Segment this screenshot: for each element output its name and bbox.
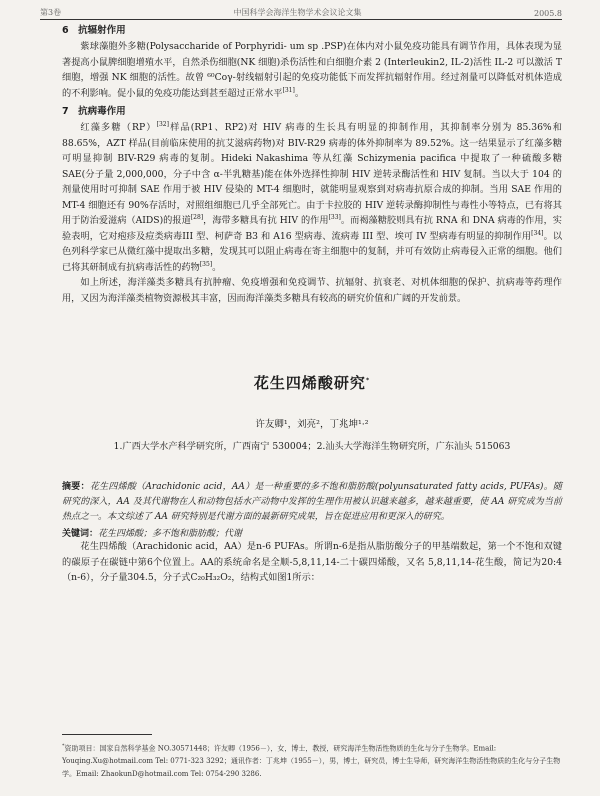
keywords-text: 花生四烯酸；多不饱和脂肪酸；代谢	[98, 529, 243, 539]
introduction-paragraph: 花生四烯酸（Arachidonic acid，AA）是n-6 PUFAs。所谓n-6是指从脂肪酸分子的甲基端数起，第一个不饱和双键的碳原子在碳链中第6个位置上。AA的系统命名是全顺-5,8,11,14-二十碳四烯酸，又名 5,8,11,14-花生酸，简记为20:4（n-6），分子量304.5，分子式C₂₀H₃₂O₂，结构式如图1所示：	[62, 541, 562, 583]
section-7-text-end: 。	[212, 261, 222, 273]
citation-35: [35]	[199, 260, 213, 268]
header-left: 第3卷	[40, 8, 62, 17]
keywords	[62, 526, 562, 539]
section-7-paragraph-1	[62, 120, 562, 275]
abstract-label: 摘要：	[62, 482, 90, 492]
section-7-text-e: 。以色列科学家已从微红藻中提取出多糖，发现其可以阻止病毒在寄主细胞中的复制，并可有效防止病毒侵入正常的细胞。他们已将其研制成有抗病毒活性的药物	[62, 230, 563, 273]
footnote-divider	[62, 734, 152, 735]
title-footnote-mark: *	[365, 377, 371, 384]
footnote-text: 资助项目：国家自然科学基金 NO.30571448；许友卿（1956－），女，博士，教授，研究海洋生物活性物质的生化与分子生物学。Email: Youqing.Xu@hotmail.com Tel: 0771-323 3292；通讯作者：丁兆坤（1955－），男，博士，研究员，博士生导师，研究海洋生物活性物质的生化与分子生物学。Email: ZhaokunD@hotmail.com Tel: 0754-290 3286.	[62, 744, 561, 779]
section-7-text-b: 样品(RP1、RP2)对 HIV 病毒的生长具有明显的抑制作用，其抑制率分别为 85.36%和 88.65%，AZT 样品(目前临床使用的抗艾滋病药物)对 BIV-R29 病毒的体外抑制率为 89.52%。这一结果显示了红藻多糖可明显抑制 BIV-R29 病毒的复制。Hideki Nakashima 等从红藻 Schizymenia pacifica 中提取了一种硫酸多糖 SAE(分子量 2,000,000，分子中含 α-半乳糖基)能在体外选择性抑制 HIV 逆转录酶活性和 HIV 复制。当以大于 104 的剂量使用时可抑制 SAE 作用于被 HIV 侵染的 MT-4 细胞时，就能明显观察到对病毒抗原合成的抑制。当用 SAE 作用的 MT-4 细胞还有 90%存活时，对照组细胞已几乎全部死亡。由于卡拉胶的 HIV 逆转录酶抑制性与毒性小等特点，已有将其用于防治爱滋病（AIDS)的报道	[62, 122, 562, 226]
article-affiliation: 1.广西大学水产科学研究所，广西南宁 530004；2.汕头大学海洋生物研究所，广东汕头 515063	[113, 441, 511, 452]
section-6-heading: 6 抗辐射作用	[62, 25, 126, 36]
section-7-paragraph-2: 如上所述，海洋藻类多糖具有抗肿瘤、免疫增强和免疫调节、抗辐射、抗衰老、对机体细胞的保护、抗病毒等药理作用，又因为海洋藻类植物资源极其丰富，因而海洋藻类多糖具有较高的研究价值和广阔的开发前景。	[62, 277, 562, 304]
section-7-text-d: 。而褐藻糖胶则具有抗 RNA 和 DNA 病毒的作用，实验表明，它对疱疹及痘类病毒III 型、柯萨奇 B3 和 A16 型病毒、流病毒 III 型、埃可 IV 型病毒有明显的抑制作用	[62, 215, 562, 242]
citation-32: [32]	[156, 120, 169, 128]
abstract	[62, 480, 562, 525]
citation-31: [31]	[282, 86, 295, 94]
section-7-text-a: 红藻多糖（RP）	[80, 122, 157, 133]
citation-33: [33]	[328, 213, 341, 221]
section-7-heading: 7 抗病毒作用	[62, 106, 126, 117]
section-7-text-c: ，海带多糖具有抗 HIV 的作用	[203, 215, 329, 226]
funding-footnote	[62, 740, 562, 781]
page-content	[62, 22, 562, 586]
citation-34: [34]	[531, 229, 544, 237]
keywords-label: 关键词：	[62, 529, 99, 539]
article-title-text: 花生四烯酸研究	[253, 374, 366, 392]
header-center: 中国科学会海洋生物学术会议论文集	[233, 8, 362, 17]
section-6-text: 紫球藻胞外多糖(Polysaccharide of Porphyridi- um sp .PSP)在体内对小鼠免疫功能具有调节作用，具体表现为显著提高小鼠脾细胞增殖水平，自然杀伤细胞(NK 细胞)杀伤活性和白细胞介素 2 (Interleukin2, IL-2)活性 IL-2 可以激活 T 细胞，增强 NK 细胞的活性。故曾 ⁶⁰Coγ-射线辐射引起的免疫功能低下而发挥抗辐射作用。经过剂量可以降低对机体造成的不利影响。促小鼠的免疫功能达到甚至超过正常水平	[62, 41, 562, 99]
running-header	[40, 4, 562, 20]
article-authors: 许友卿¹，刘亮²，丁兆坤¹·²	[255, 419, 369, 430]
header-right: 2005.8	[534, 9, 562, 18]
citation-28: [28]	[190, 213, 204, 221]
footnote-mark: *	[62, 743, 65, 749]
section-6-paragraph: 紫球藻胞外多糖(Polysaccharide of Porphyridi- um sp .PSP)在体内对小鼠免疫功能具有调节作用，具体表现为显著提高小鼠脾细胞增殖水平，自然杀伤细胞(NK 细胞)杀伤活性和白细胞介素 2 (Interleukin2, IL-2)活性 IL-2 可以激活 T 细胞，增强 NK 细胞的活性。故曾 ⁶⁰Coγ-射线辐射引起的免疫功能低下而发挥抗辐射作用。经过剂量可以降低对机体造成的不利影响。促小鼠的免疫功能达到甚至超过正常水平[31]。	[62, 41, 562, 99]
abstract-text: 花生四烯酸（Arachidonic acid，AA）是一种重要的多不饱和脂肪酸(polyunsaturated fatty acids, PUFAs)。随研究的深入，AA 及其代谢物在人和动物包括水产动物中发挥的生理作用被认识越来越多，越来越重要，使 AA 研究成为当前热点之一。本文综述了 AA 研究特别是代谢方面的最新研究成果，旨在促进应用和更深入的研究。	[62, 482, 562, 522]
article-title	[62, 372, 562, 393]
